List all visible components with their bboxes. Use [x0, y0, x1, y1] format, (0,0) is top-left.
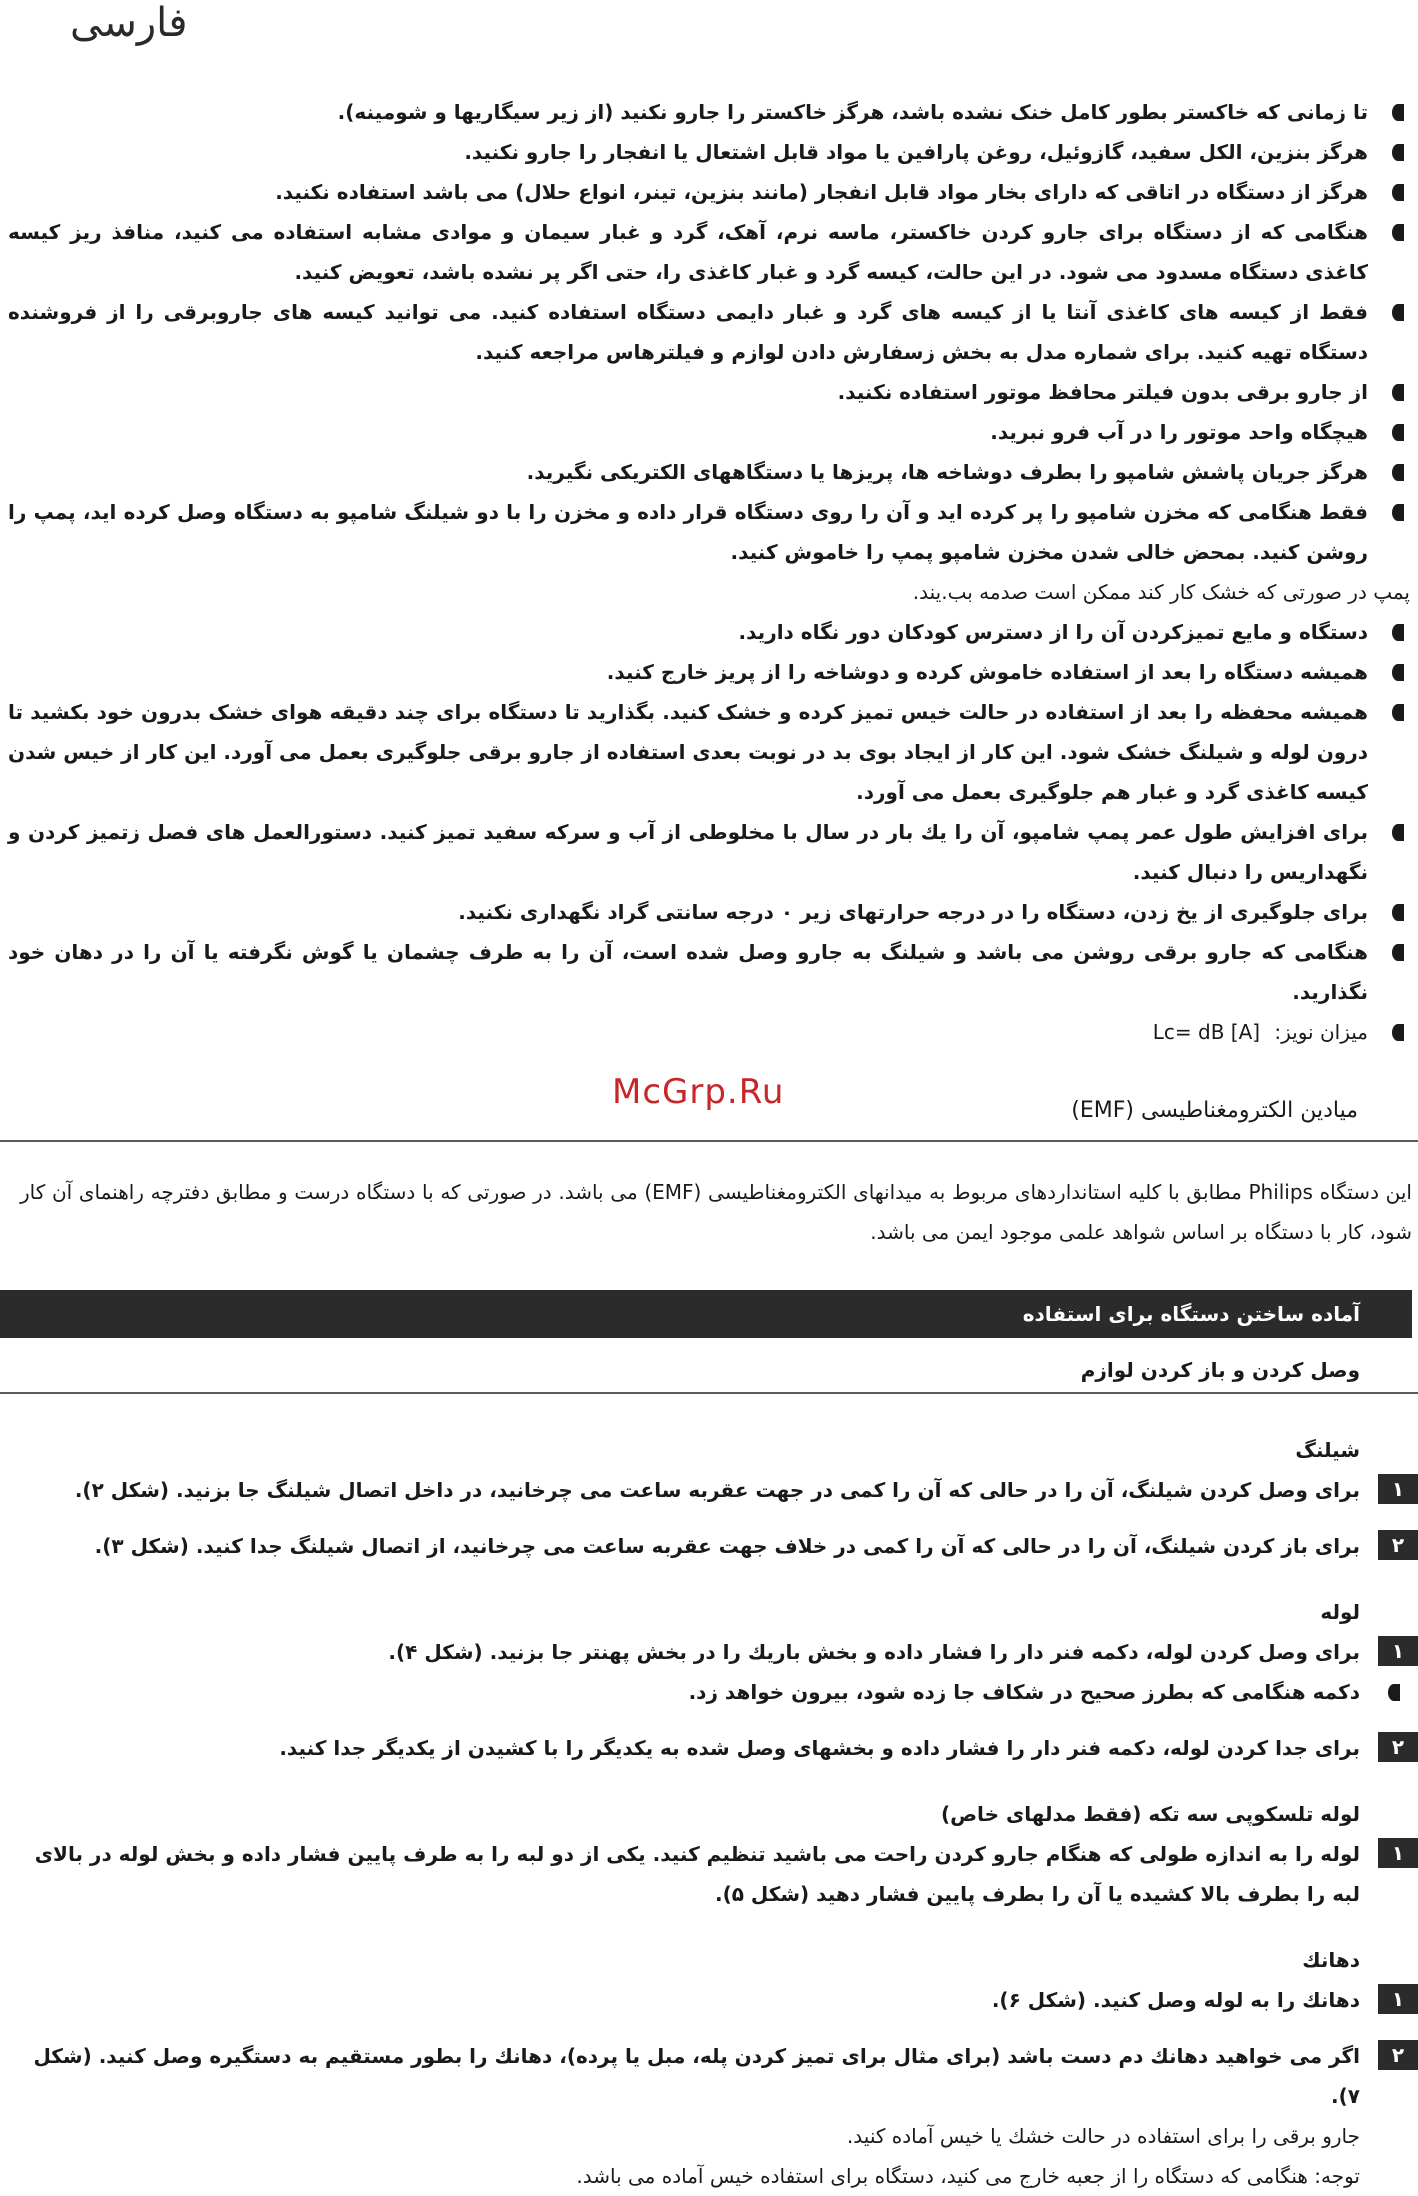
step-number: ۲ — [1378, 1732, 1418, 1762]
list-item-text: هرگز جریان پاشش شامپو را بطرف دوشاخه ها، پریزها یا دستگاههای الکتریکی نگیرید. — [526, 460, 1368, 484]
bullet-icon — [1392, 664, 1404, 681]
list-item — [8, 812, 1410, 892]
list-item-text: همیشه دستگاه را بعد از استفاده خاموش کرده و دوشاخه را از پریز خارج کنید. — [606, 660, 1368, 684]
group-title-nozzle: دهانك — [1302, 1948, 1360, 1972]
section-divider — [0, 1140, 1418, 1142]
step-number: ۱ — [1378, 1984, 1418, 2014]
list-item — [8, 892, 1410, 932]
bullet-icon — [1388, 1684, 1400, 1701]
step-text: برای باز کردن شیلنگ، آن را در حالی که آن را کمی در خلاف جهت عقربه ساعت می چرخانید، از اتصال شیلنگ جدا کنید. (شکل ۳). — [94, 1534, 1360, 1558]
step-number: ۱ — [1378, 1474, 1418, 1504]
list-item — [8, 132, 1410, 172]
list-item-text: هنگامی که جارو برقی روشن می باشد و شیلنگ به جارو وصل شده است، آن را به طرف چشمان یا گوش نگرفته یا آن را در دهان خود نگذارید. — [8, 940, 1368, 1004]
bullet-icon — [1392, 944, 1404, 961]
step-item — [0, 1728, 1418, 1768]
step-text: برای جدا کردن لوله، دکمه فنر دار را فشار داده و بخشهای وصل شده به یکدیگر را با کشیدن از یکدیگر جدا کنید. — [279, 1736, 1360, 1760]
step-item — [0, 2036, 1418, 2116]
page-language-title: فارسی — [70, 0, 188, 46]
noise-label: میزان نویز: — [1274, 1020, 1368, 1044]
noise-lc: Lc= — [1152, 1020, 1192, 1044]
list-item — [8, 452, 1410, 492]
subsection-divider — [0, 1392, 1418, 1394]
list-item-text: هنگامی که از دستگاه برای جارو کردن خاکستر، ماسه نرم، آهک، گرد و غبار سیمان و موادی مشابه استفاده می کنید، منافذ ریز کیسه کاغذی دستگاه مسدود می شود. در این حالت، کیسه گرد و غبار کاغذی را، حتی اگر پر نشده باشد، تعویض کنید. — [8, 220, 1368, 284]
bullet-icon — [1392, 144, 1404, 161]
bullet-icon — [1392, 384, 1404, 401]
bullet-icon — [1392, 624, 1404, 641]
bullet-icon — [1392, 904, 1404, 921]
list-item-text: برای جلوگیری از یخ زدن، دستگاه را در درجه حرارتهای زیر ۰ درجه سانتی گراد نگهداری نکنید. — [458, 900, 1368, 924]
step-text: اگر می خواهید دهانك دم دست باشد (برای مثال برای تمیز کردن پله، مبل یا پرده)، دهانك را بطور مستقیم به دستگیره وصل کنید. (شکل ۷). — [33, 2044, 1360, 2108]
bullet-icon — [1392, 1024, 1404, 1041]
list-item-text: فقط هنگامی که مخزن شامپو را پر کرده اید و آن را روی دستگاه قرار داده و مخزن را با دو شیلنگ شامپو به دستگاه وصل کرده اید، پمپ را روشن کنید. بمحض خالی شدن مخزن شامپو پمپ را خاموش کنید. — [8, 500, 1368, 564]
bullet-icon — [1392, 104, 1404, 121]
instructions — [0, 1430, 1418, 2196]
list-item — [8, 412, 1410, 452]
step-text: دهانك را به لوله وصل کنید. (شکل ۶). — [991, 1988, 1360, 2012]
step-item — [0, 1980, 1418, 2020]
warnings-list — [8, 92, 1410, 1052]
bullet-icon — [1392, 464, 1404, 481]
step-number: ۱ — [1378, 1636, 1418, 1666]
bullet-icon — [1392, 824, 1404, 841]
list-item — [8, 92, 1410, 132]
step-number: ۱ — [1378, 1838, 1418, 1868]
list-item-text: از جارو برقی بدون فیلتر محافظ موتور استفاده نکنید. — [837, 380, 1368, 404]
bullet-icon — [1392, 424, 1404, 441]
trailing-note: توجه: هنگامی که دستگاه را از جعبه خارج می کنید، دستگاه برای استفاده خیس آماده می باشد. — [576, 2164, 1360, 2188]
list-item-text: برای افزایش طول عمر پمپ شامپو، آن را یك بار در سال با مخلوطی از آب و سرکه سفید تمیز کنید. دستورالعمل های فصل زتمیز کردن و نگهداریس را دنبال کنید. — [8, 820, 1368, 884]
step-number: ۲ — [1378, 2040, 1418, 2070]
bullet-icon — [1392, 224, 1404, 241]
list-item — [8, 172, 1410, 212]
list-item-text: هرگز بنزین، الکل سفید، گازوئیل، روغن پارافین یا مواد قابل اشتعال یا انفجار را جارو نکنید. — [464, 140, 1368, 164]
list-item-text: دستگاه و مایع تمیزکردن آن را از دسترس کودکان دور نگاه دارید. — [738, 620, 1368, 644]
list-item-text: همیشه محفظه را بعد از استفاده در حالت خیس تمیز کرده و خشک کنید. بگذارید تا دستگاه برای چند دقیقه هوای خشک بدرون خود بکشید تا درون لوله و شیلنگ خشک شود. این کار از ایجاد بوی بد در نوبت بعدی استفاده از جارو برقی جلوگیری بعمل می آورد. این کار از خیس شدن کیسه کاغذی گرد و غبار هم جلوگیری بعمل می آورد. — [8, 700, 1368, 804]
step-number: ۲ — [1378, 1530, 1418, 1560]
watermark-text: McGrp.Ru — [612, 1072, 785, 1112]
list-item — [8, 372, 1410, 412]
list-item — [8, 692, 1410, 812]
group-title-tube: لوله — [1320, 1600, 1360, 1624]
bullet-icon — [1392, 504, 1404, 521]
list-item — [8, 932, 1410, 1012]
list-item — [8, 212, 1410, 292]
step-note-text: دکمه هنگامی که بطرز صحیح در شکاف جا زده شود، بیرون خواهد زد. — [688, 1680, 1360, 1704]
list-item — [8, 612, 1410, 652]
step-item — [0, 1526, 1418, 1566]
step-item — [0, 1632, 1418, 1672]
subsection-title: وصل کردن و باز کردن لوازم — [1080, 1358, 1360, 1382]
list-item-text: هرگز از دستگاه در اتاقی که دارای بخار مواد قابل انفجار (مانند بنزین، تینر، انواع حلال) می باشد استفاده نکنید. — [275, 180, 1368, 204]
noise-level — [8, 1012, 1410, 1052]
step-item — [0, 1834, 1418, 1914]
section-title-bar: آماده ساختن دستگاه برای استفاده — [0, 1290, 1412, 1338]
list-item-text: هیچگاه واحد موتور را در آب فرو نبرید. — [990, 420, 1368, 444]
list-item — [8, 492, 1410, 572]
step-text: برای وصل کردن لوله، دکمه فنر دار را فشار داده و بخش باریك را در بخش پهنتر جا بزنید. (شکل ۴). — [388, 1640, 1360, 1664]
step-text: برای وصل کردن شیلنگ، آن را در حالی که آن را کمی در جهت عقربه ساعت می چرخانید، در داخل اتصال شیلنگ جا بزنید. (شکل ۲). — [74, 1478, 1360, 1502]
pump-note: پمپ در صورتی که خشک کار کند ممکن است صدمه بب.یند. — [912, 580, 1410, 604]
emf-paragraph: این دستگاه Philips مطابق با کلیه استانداردهای مربوط به میدانهای الکترومغناطیسی (EMF) می باشد. در صورتی که با دستگاه درست و مطابق دفترچه راهنمای آن کار شود، کار با دستگاه بر اساس شواهد علمی موجود ایمن می باشد. — [20, 1180, 1412, 1244]
bullet-icon — [1392, 704, 1404, 721]
noise-unit: dB [A] — [1198, 1020, 1261, 1044]
step-item — [0, 1470, 1418, 1510]
trailing-text: جارو برقی را برای استفاده در حالت خشك یا خیس آماده کنید. — [846, 2124, 1360, 2148]
emf-heading: میادین الکترومغناطیسی (EMF) — [1071, 1098, 1358, 1123]
list-item-text: فقط از کیسه های کاغذی آنتا یا از کیسه های گرد و غبار دایمی دستگاه استفاده کنید. می توانید کیسه های جاروبرقی را از فروشنده دستگاه تهیه کنید. برای شماره مدل به بخش زسفارش دادن لوازم و فیلترهاس مراجعه کنید. — [8, 300, 1368, 364]
step-text: لوله را به اندازه طولی که هنگام جارو کردن راحت می باشید تنظیم کنید. یکی از دو لبه را به طرف پایین فشار داده و بخش لوله در بالای لبه را بطرف بالا کشیده یا آن را بطرف پایین فشار دهید (شکل ۵). — [34, 1842, 1360, 1906]
list-item — [8, 292, 1410, 372]
list-item-text: تا زمانی که خاکستر بطور کامل خنک نشده باشد، هرگز خاکستر را جارو نکنید (از زیر سیگاریها و شومینه). — [337, 100, 1368, 124]
group-title-hose: شیلنگ — [1295, 1438, 1360, 1462]
group-title-telescopic-tube: لوله تلسکوپی سه تکه (فقط مدلهای خاص) — [941, 1802, 1360, 1826]
step-note — [0, 1672, 1418, 1712]
bullet-icon — [1392, 304, 1404, 321]
bullet-icon — [1392, 184, 1404, 201]
list-item — [8, 652, 1410, 692]
